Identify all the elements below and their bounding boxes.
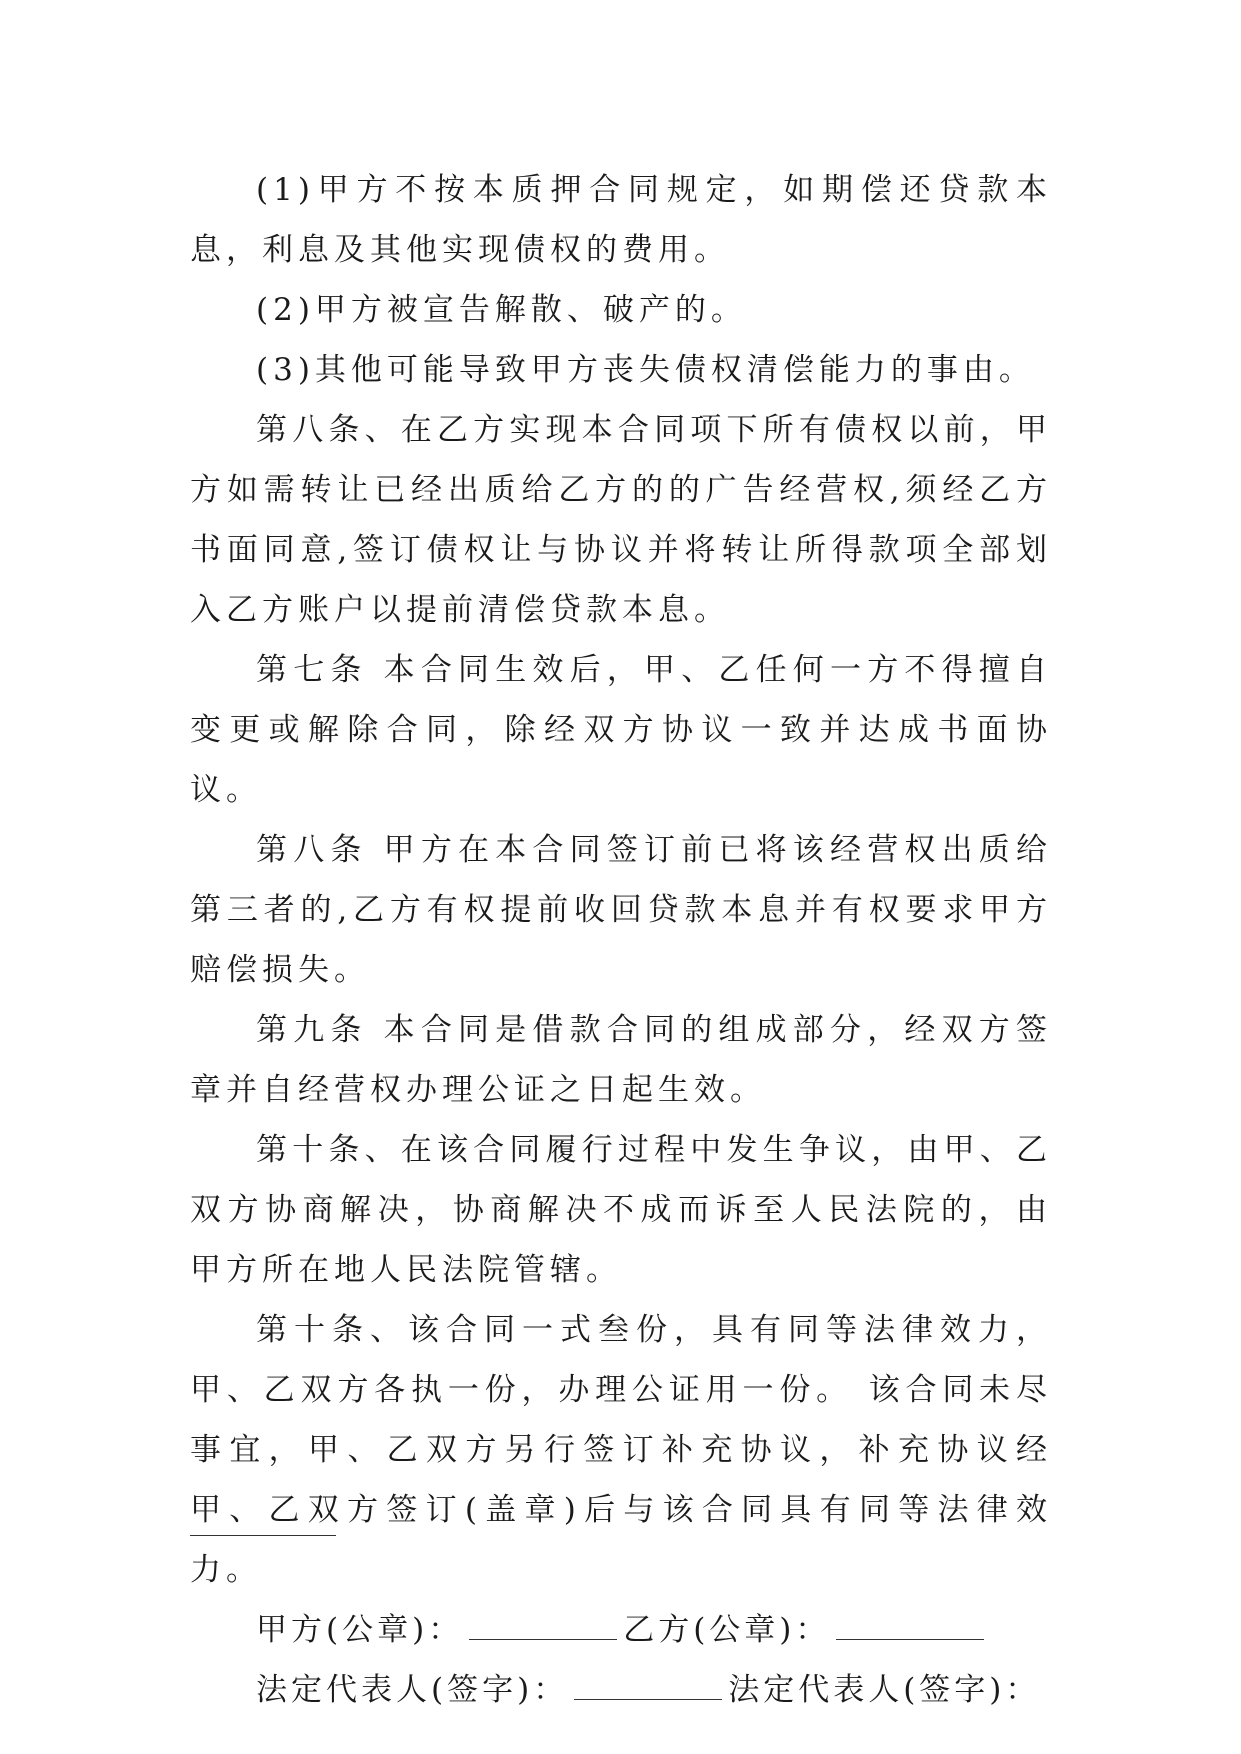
party-a-seal-label: 甲方(公章)：	[256, 1612, 464, 1648]
party-a-rep-label: 法定代表人(签字)：	[256, 1672, 569, 1708]
representative-signature-line	[190, 1660, 1052, 1720]
article-8-prior-pledge: 第八条 甲方在本合同签订前已将该经营权出质给第三者的,乙方有权提前收回贷款本息并有权要求甲方赔偿损失。	[190, 832, 1052, 988]
document-body	[190, 160, 1052, 1720]
article-7-no-change: 第七条 本合同生效后，甲、乙任何一方不得擅自变更或解除合同，除经双方协议一致并达成书面协议。	[190, 652, 1052, 808]
clause-item-1: (1)甲方不按本质押合同规定，如期偿还贷款本息，利息及其他实现债权的费用。	[190, 172, 1052, 268]
party-a-rep-blank[interactable]	[574, 1677, 722, 1700]
article-8-transfer: 第八条、在乙方实现本合同项下所有债权以前，甲方如需转让已经出质给乙方的的广告经营权,须经乙方书面同意,签订债权让与协议并将转让所得款项全部划入乙方账户以提前清偿贷款本息。	[190, 412, 1052, 628]
article-10-dispute: 第十条、在该合同履行过程中发生争议，由甲、乙双方协商解决，协商解决不成而诉至人民法院的，由甲方所在地人民法院管辖。	[190, 1132, 1052, 1288]
clause-item-2: (2)甲方被宣告解散、破产的。	[256, 292, 747, 328]
seal-signature-line	[190, 1600, 1052, 1660]
party-b-seal-label: 乙方(公章)：	[623, 1612, 831, 1648]
party-b-seal-blank[interactable]	[836, 1617, 984, 1640]
clause-item-3: (3)其他可能导致甲方丧失债权清偿能力的事由。	[256, 352, 1035, 388]
party-a-seal-blank[interactable]	[469, 1617, 617, 1640]
article-9-effect: 第九条 本合同是借款合同的组成部分，经双方签章并自经营权办理公证之日起生效。	[190, 1012, 1052, 1108]
article-10-copies: 第十条、该合同一式叁份，具有同等法律效力，甲、乙双方各执一份，办理公证用一份。 该合同未尽事宜，甲、乙双方另行签订补充协议，补充协议经甲、乙双方签订(盖章)后与该合同具有同等法律效力。	[190, 1312, 1052, 1588]
party-b-rep-label: 法定代表人(签字)：	[728, 1672, 1041, 1708]
party-b-rep-blank[interactable]	[190, 1535, 336, 1536]
